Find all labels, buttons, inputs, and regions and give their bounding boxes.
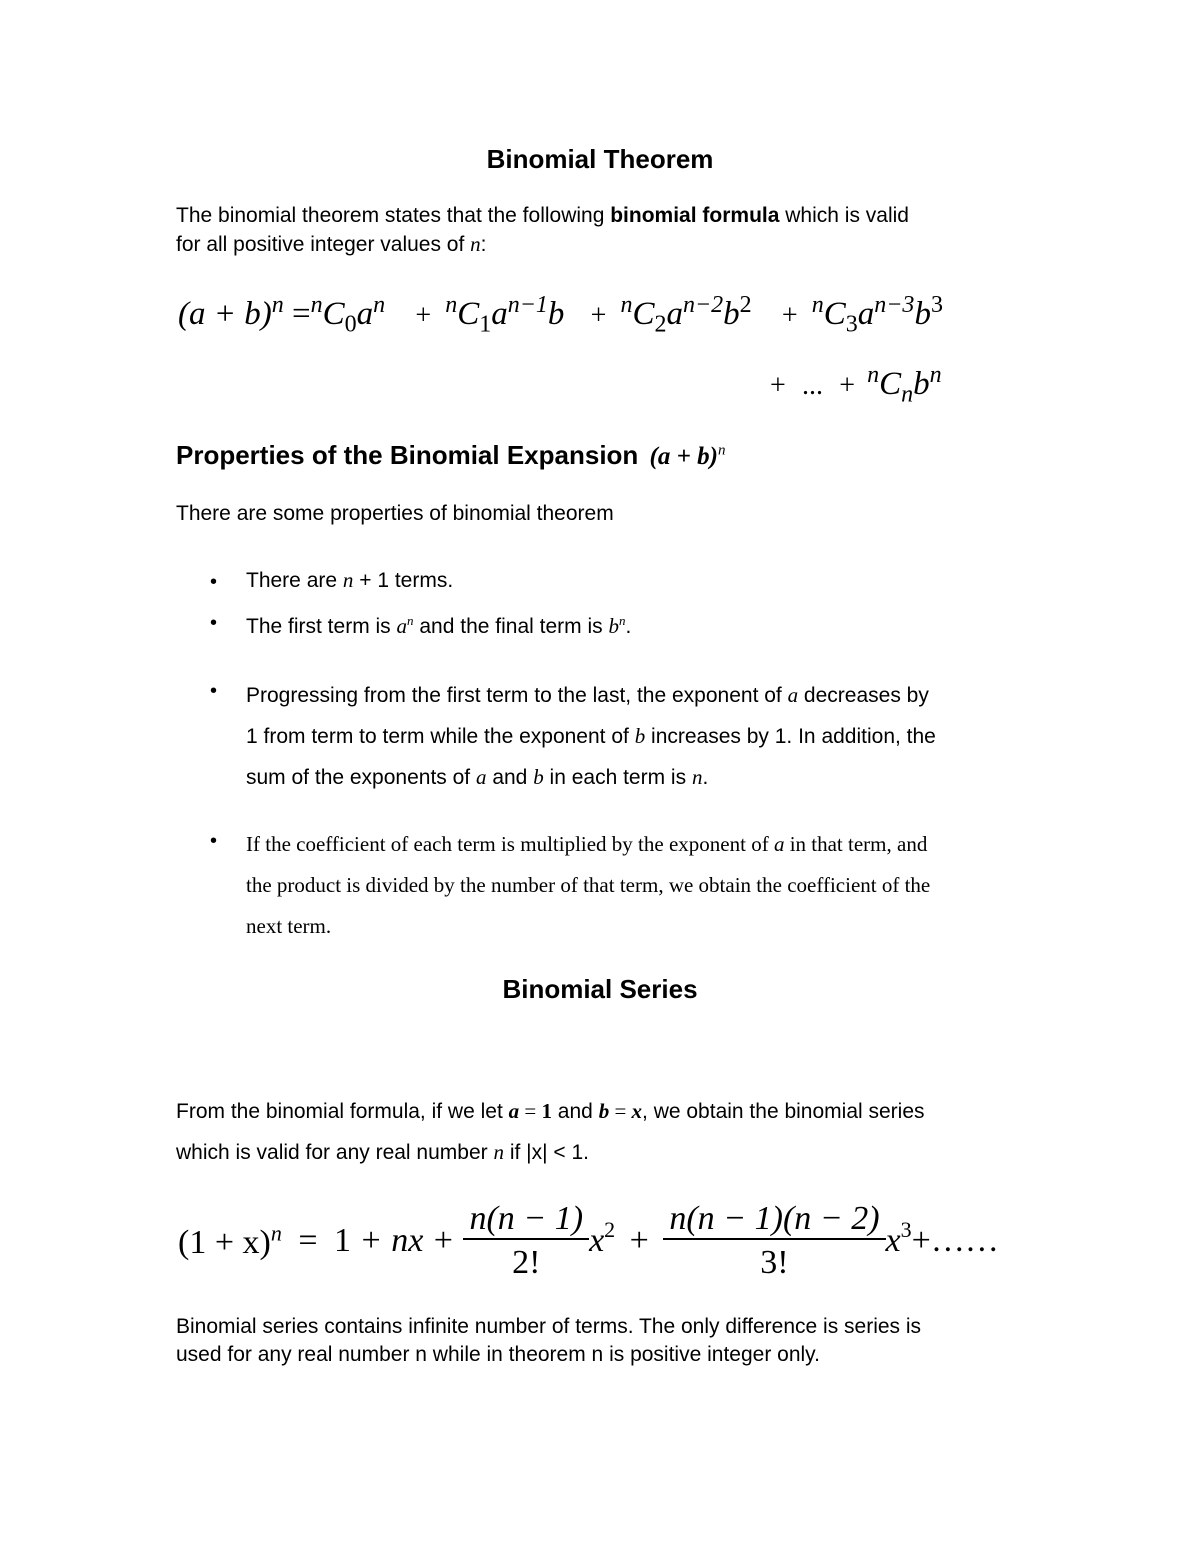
- item-text: Progressing from the first term to the last, the exponent of: [246, 684, 788, 707]
- formula-exp: n−3: [874, 292, 915, 318]
- formula-exp: 2: [604, 1216, 616, 1242]
- closing-line-2: used for any real number n while in theorem n is positive integer only.: [176, 1343, 820, 1366]
- intro-text: The binomial theorem states that the following: [176, 204, 611, 227]
- formula-exp: n: [271, 292, 284, 318]
- math-var: a: [396, 614, 408, 638]
- formula-c: C: [823, 296, 846, 332]
- item-text: If the coefficient of each term is multiplied by the exponent of: [246, 832, 774, 856]
- heading-exp: n: [717, 442, 726, 459]
- math-var: b: [608, 614, 619, 638]
- intro-text: :: [480, 233, 487, 256]
- page-title: Binomial Theorem: [486, 144, 714, 174]
- intro-bold-term: binomial formula: [610, 204, 780, 227]
- formula-a: a: [356, 296, 374, 332]
- formula-plus: +: [839, 370, 856, 401]
- series-formula: [178, 1200, 999, 1282]
- item-text: increases by 1. In addition, the: [645, 725, 936, 748]
- intro-line-2: [176, 230, 1036, 259]
- series-line-2: [176, 1132, 1056, 1173]
- formula-pre: n: [445, 292, 458, 318]
- formula-sub: 2: [654, 311, 667, 338]
- item-line: next term.: [246, 914, 332, 938]
- formula-lhs-group: [178, 1220, 282, 1261]
- formula-exp: 2: [739, 292, 752, 318]
- math-var: n: [493, 1140, 504, 1164]
- math-var: a: [475, 765, 487, 789]
- fraction-numerator: n(n − 1)(n − 2): [669, 1200, 880, 1237]
- formula-a: a: [491, 296, 508, 332]
- formula-plus: +: [770, 370, 786, 401]
- formula-tail: +……: [911, 1222, 999, 1259]
- formula-a: a: [666, 296, 683, 332]
- formula-b: b: [913, 366, 930, 402]
- formula-nx: nx: [391, 1222, 424, 1259]
- list-item: [246, 566, 1046, 595]
- formula-x: x: [885, 1222, 901, 1259]
- math-var: a: [773, 832, 785, 856]
- binomial-formula: [178, 292, 943, 339]
- properties-heading: [176, 440, 725, 471]
- math-var: b: [533, 765, 544, 789]
- formula-c: C: [879, 366, 902, 402]
- formula-ellipsis: ...: [802, 370, 824, 401]
- item-line: [246, 824, 1046, 865]
- item-text: and: [486, 766, 534, 789]
- item-text: + 1 terms.: [353, 569, 454, 592]
- formula-sub: 0: [344, 311, 357, 338]
- formula-pre: n: [867, 362, 880, 388]
- formula-exp: n: [929, 362, 942, 388]
- item-text: .: [625, 615, 632, 638]
- heading-text: Properties of the Binomial Expansion: [176, 440, 639, 470]
- series-line-1: [176, 1091, 1056, 1132]
- series-text: , we obtain the binomial series: [642, 1100, 925, 1123]
- formula-sub: 3: [845, 311, 858, 338]
- formula-b: b: [723, 296, 740, 332]
- math-var: b: [634, 724, 646, 748]
- item-text: in that term, and: [784, 832, 928, 856]
- item-text: sum of the exponents of: [246, 766, 476, 789]
- fraction-numerator: n(n − 1): [469, 1200, 584, 1237]
- formula-b: b: [914, 296, 931, 332]
- item-text: The first term is: [246, 615, 397, 638]
- intro-text: which is valid: [779, 204, 909, 227]
- formula-c: C: [632, 296, 655, 332]
- formula-plus: +: [415, 300, 432, 331]
- formula-exp: 3: [900, 1216, 912, 1242]
- formula-pre: n: [811, 292, 824, 318]
- fraction-denominator: 3!: [760, 1244, 789, 1281]
- intro-line-1: [176, 202, 1036, 230]
- formula-plus: +: [361, 1222, 381, 1259]
- formula-exp: 3: [930, 292, 943, 318]
- binomial-formula-continued: [770, 362, 942, 409]
- list-item: [246, 607, 1046, 641]
- intro-paragraph: [176, 202, 1036, 259]
- item-line: [246, 675, 1046, 716]
- math-var: a: [508, 1099, 520, 1123]
- item-text: decreases by: [798, 684, 929, 707]
- math-exp: n: [618, 613, 626, 628]
- formula-sub: n: [901, 381, 914, 408]
- list-item: [246, 824, 1046, 947]
- properties-intro: There are some properties of binomial theorem: [176, 502, 614, 525]
- formula-plus: +: [433, 1222, 453, 1259]
- heading-math: (a + b): [649, 443, 718, 470]
- math-var: n: [470, 232, 481, 256]
- formula-lhs: (1 + x): [178, 1223, 271, 1261]
- item-line: [246, 716, 1046, 757]
- bullet-icon: •: [210, 571, 218, 593]
- bullet-icon: •: [210, 612, 218, 634]
- formula-c: C: [457, 296, 480, 332]
- formula-sub: 1: [479, 311, 492, 338]
- formula-lhs: (a + b): [178, 296, 272, 332]
- math-var: n: [342, 568, 354, 592]
- formula-b: b: [547, 296, 565, 332]
- math-var: n: [691, 765, 703, 789]
- list-item: [246, 675, 1046, 798]
- formula-plus: +: [590, 300, 607, 331]
- item-line: the product is divided by the number of that term, we obtain the coefficient of the: [246, 873, 931, 897]
- math-op: =: [519, 1099, 542, 1123]
- formula-one: 1: [334, 1222, 352, 1259]
- item-text: and the final term is: [413, 615, 609, 638]
- intro-text: for all positive integer values of: [176, 233, 471, 256]
- formula-exp: n−2: [682, 292, 724, 318]
- fraction-1: [463, 1200, 589, 1282]
- series-text: which is valid for any real number: [176, 1141, 494, 1164]
- math-exp: n: [407, 613, 414, 628]
- math-var: b: [598, 1099, 610, 1123]
- bullet-icon: •: [210, 830, 218, 852]
- formula-pre: n: [310, 292, 323, 318]
- series-paragraph: [176, 1091, 1056, 1173]
- item-text: There are: [246, 569, 343, 592]
- formula-c: C: [322, 296, 345, 332]
- item-line: [246, 757, 1046, 798]
- math-op: =: [609, 1099, 632, 1123]
- formula-x: x: [589, 1222, 605, 1259]
- formula-exp: n−1: [507, 292, 548, 318]
- formula-eq: =: [292, 296, 311, 332]
- fraction-denominator: 2!: [512, 1244, 541, 1281]
- series-text: if |x| < 1.: [503, 1141, 590, 1164]
- closing-line-1: Binomial series contains infinite number of terms. The only difference is series is: [176, 1315, 922, 1338]
- formula-a: a: [857, 296, 875, 332]
- math-num: 1: [541, 1099, 552, 1123]
- closing-paragraph: [176, 1313, 1056, 1369]
- item-text: in each term is: [543, 766, 692, 789]
- formula-pre: n: [620, 292, 633, 318]
- fraction-2: [663, 1200, 885, 1282]
- series-heading: Binomial Series: [502, 974, 698, 1004]
- math-var: x: [631, 1099, 643, 1123]
- item-text: .: [702, 766, 709, 789]
- formula-eq: =: [298, 1222, 318, 1259]
- item-text: 1 from term to term while the exponent of: [246, 725, 635, 748]
- series-text: From the binomial formula, if we let: [176, 1100, 509, 1123]
- formula-plus: +: [629, 1222, 649, 1259]
- math-var: a: [787, 683, 799, 707]
- bullet-icon: •: [210, 680, 218, 702]
- formula-exp: n: [270, 1220, 282, 1246]
- series-text: and: [551, 1100, 599, 1123]
- formula-exp: n: [373, 292, 386, 318]
- formula-plus: +: [781, 300, 798, 331]
